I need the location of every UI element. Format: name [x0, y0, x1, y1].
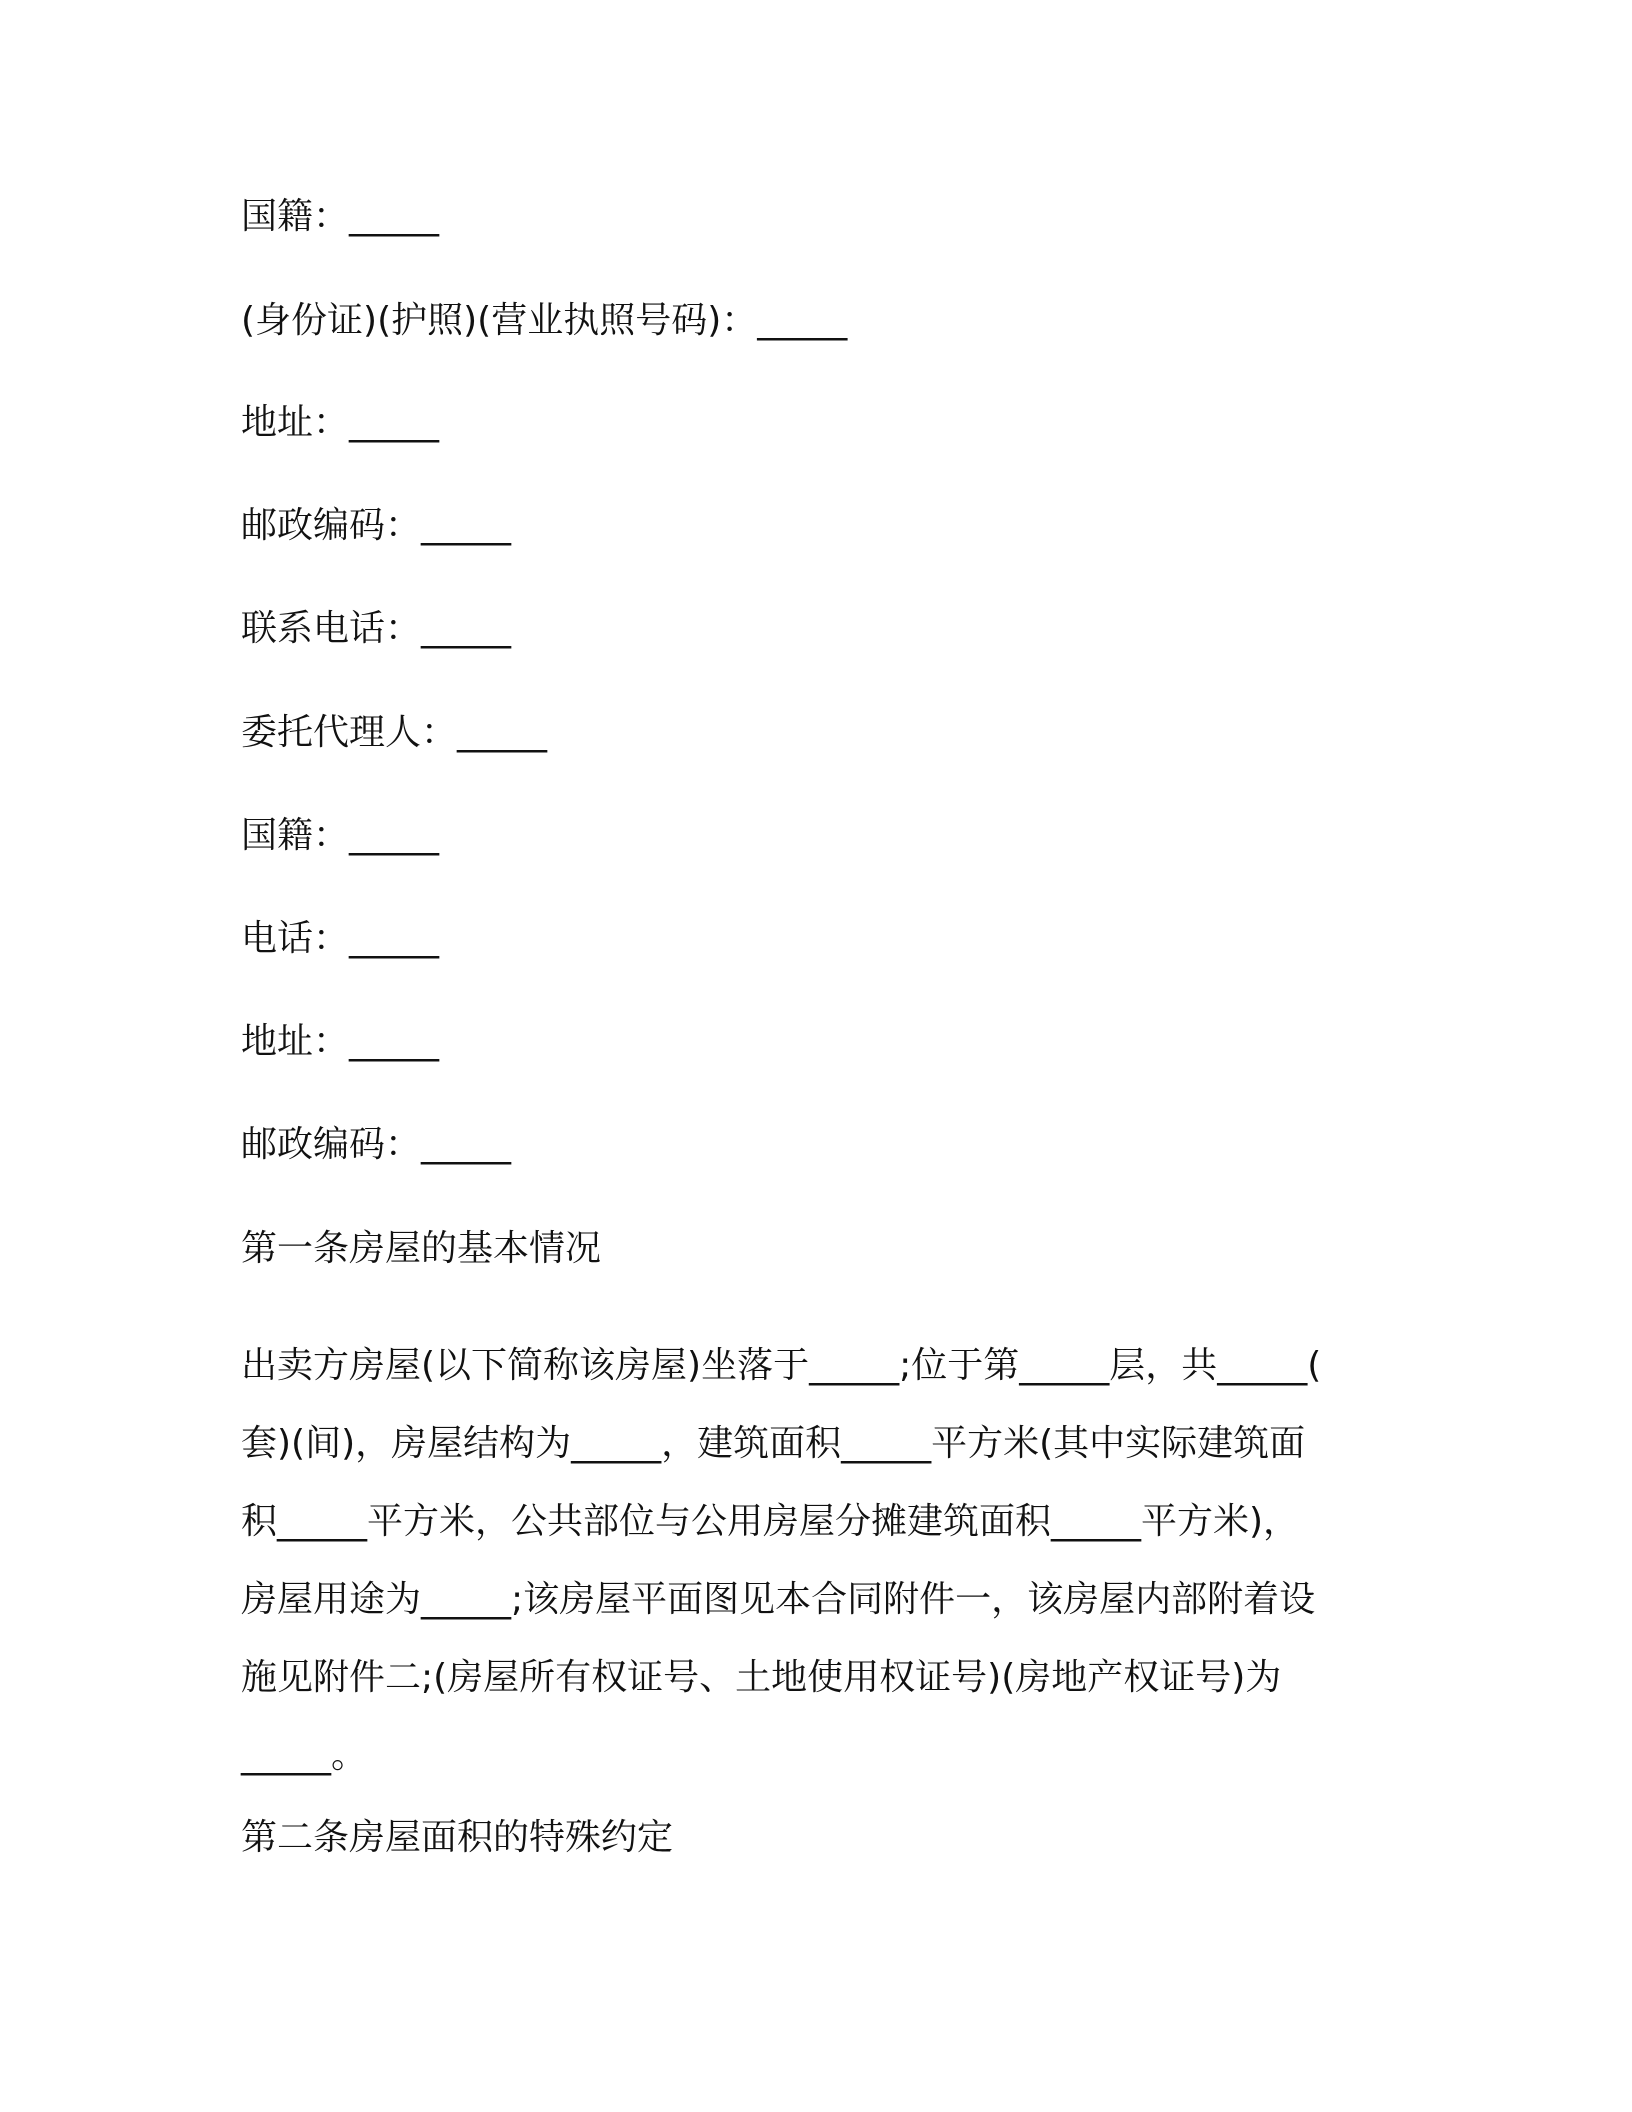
field-agent-nationality: 国籍：_____ [241, 815, 440, 856]
article-1-line: 出卖方房屋(以下简称该房屋)坐落于_____;位于第_____层，共_____( [241, 1345, 1322, 1386]
article-1-line: 施见附件二;(房屋所有权证号、土地使用权证号)(房地产权证号)为 [241, 1657, 1282, 1698]
article-1-body [241, 1327, 1401, 1795]
field-phone: 联系电话：_____ [241, 608, 512, 649]
field-agent-phone: 电话：_____ [241, 918, 440, 959]
field-nationality: 国籍：_____ [241, 196, 440, 237]
article-1-line: 房屋用途为_____;该房屋平面图见本合同附件一，该房屋内部附着设 [241, 1579, 1316, 1620]
article-1-line: _____。 [241, 1735, 368, 1776]
article-1-line: 积_____平方米，公共部位与公用房屋分摊建筑面积_____平方米)， [241, 1501, 1300, 1542]
article-1-heading: 第一条房屋的基本情况 [241, 1228, 602, 1269]
field-agent-address: 地址：_____ [241, 1021, 440, 1062]
field-postal-code: 邮政编码：_____ [241, 505, 512, 546]
field-agent: 委托代理人：_____ [241, 712, 548, 753]
field-id-number: (身份证)(护照)(营业执照号码)：_____ [241, 300, 848, 341]
field-agent-postal-code: 邮政编码：_____ [241, 1124, 512, 1165]
field-address: 地址：_____ [241, 402, 440, 443]
article-2-heading: 第二条房屋面积的特殊约定 [241, 1817, 674, 1858]
article-1-line: 套)(间)，房屋结构为_____，建筑面积_____平方米(其中实际建筑面 [241, 1423, 1306, 1464]
